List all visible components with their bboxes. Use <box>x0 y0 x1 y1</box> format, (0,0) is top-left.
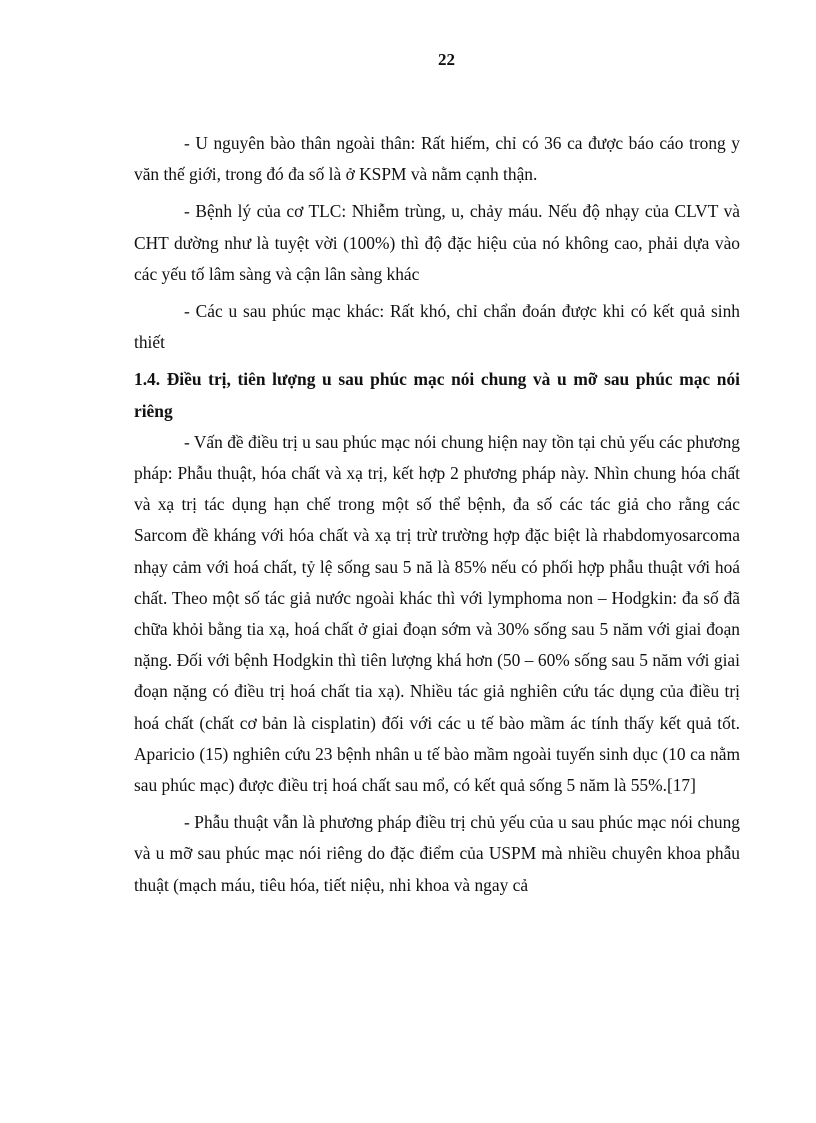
paragraph-treatment: - Vấn đề điều trị u sau phúc mạc nói chung hiện nay tồn tại chủ yếu các phương pháp: Phẫu thuật, hóa chất và xạ trị, kết hợp 2 phương pháp này. Nhìn chung hóa chất và xạ trị tác dụng hạn chế trong một số thể bệnh, đa số các tác giả cho rằng các Sarcom đề kháng với hóa chất và xạ trị trừ trường hợp đặc biệt là rhabdomyosarcoma nhạy cảm với hoá chất, tỷ lệ sống sau 5 nă là 85% nếu có phối hợp phẫu thuật với hoá chất. Theo một số tác giả nước ngoài khác thì với lymphoma non – Hodgkin: đa số đã chữa khỏi bằng tia xạ, hoá chất ở giai đoạn sớm và 30% sống sau 5 năm với giai đoạn nặng. Đối với bệnh Hodgkin thì tiên lượng khá hơn (50 – 60% sống sau 5 năm với giai đoạn nặng có điều trị hoá chất tia xạ). Nhiều tác giả nghiên cứu tác dụng của điều trị hoá chất (chất cơ bản là cisplatin) đối với các u tế bào mầm ác tính thấy kết quả tốt. Aparicio (15) nghiên cứu 23 bệnh nhân u tế bào mầm ngoài tuyến sinh dục (10 ca nằm sau phúc mạc) được điều trị hoá chất sau mổ, có kết quả sống 5 năm là 55%.[17] <box>134 431 740 796</box>
paragraph-surgery: - Phẫu thuật vẫn là phương pháp điều trị chủ yếu của u sau phúc mạc nói chung và u mỡ sau phúc mạc nói riêng do đặc điểm của USPM mà nhiều chuyên khoa phẫu thuật (mạch máu, tiêu hóa, tiết niệu, nhi khoa và ngay cả <box>134 812 740 895</box>
section-heading: 1.4. Điều trị, tiên lượng u sau phúc mạc nói chung và u mỡ sau phúc mạc nói riêng <box>134 369 740 421</box>
paragraph-other-tumors: - Các u sau phúc mạc khác: Rất khó, chỉ chẩn đoán được khi có kết quả sinh thiết <box>134 301 740 353</box>
page-number: 22 <box>438 50 455 69</box>
document-body <box>134 128 740 907</box>
paragraph-psoas-muscle: - Bệnh lý của cơ TLC: Nhiễm trùng, u, chảy máu. Nếu độ nhạy của CLVT và CHT dường như là tuyệt vời (100%) thì độ đặc hiệu của nó không cao, phải dựa vào các yếu tố lâm sàng và cận lân sàng khác <box>134 201 740 284</box>
paragraph-kidney-tumor: - U nguyên bào thân ngoài thân: Rất hiếm, chỉ có 36 ca được báo cáo trong y văn thế giới, trong đó đa số là ở KSPM và nằm cạnh thận. <box>134 133 740 185</box>
